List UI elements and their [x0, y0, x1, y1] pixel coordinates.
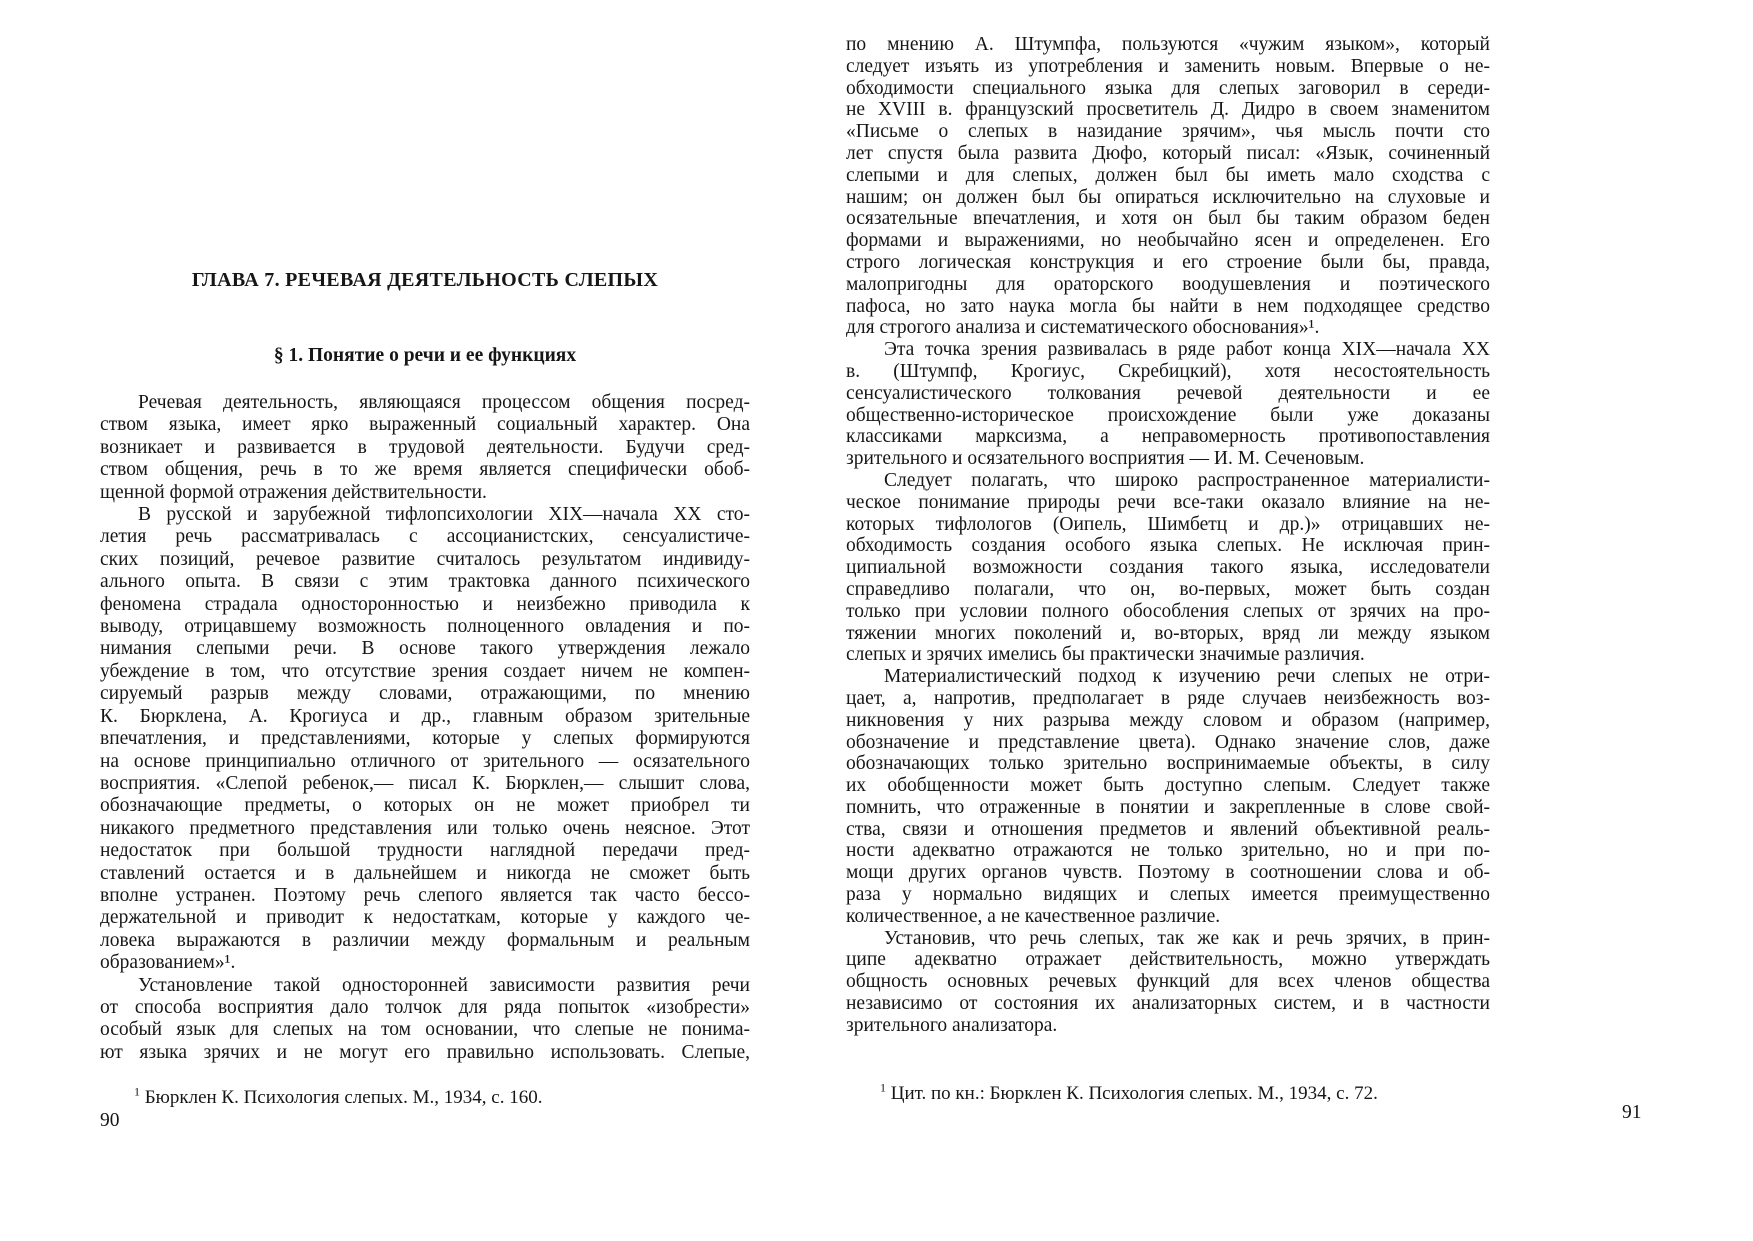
text-line: не XVIII в. французский просветитель Д. Дидро в своем знаменитом — [846, 99, 1490, 121]
text-line: ности адекватно отражаются не только зрительно, но и при по- — [846, 840, 1490, 862]
text-line: которых тифлологов (Оипель, Шимбетц и др.)» отрицавших не- — [846, 513, 1490, 535]
text-line: обозначающие предметы, о которых он не может приобрел ти — [100, 795, 750, 817]
text-line: феномена страдала односторонностью и неизбежно приводила к — [100, 593, 750, 615]
text-line: формами и выражениями, но необычайно ясен и определенен. Его — [846, 230, 1490, 252]
text-line: обходимость создания особого языка слепых. Не исключая прин- — [846, 535, 1490, 557]
text-line: ального опыта. В связи с этим трактовка данного психического — [100, 571, 750, 593]
text-line: количественное, а не качественное различие. — [846, 905, 1221, 927]
text-line: щенной формой отражения действительности. — [100, 481, 487, 503]
text-line: справедливо полагали, что он, во-первых, может быть создан — [846, 578, 1490, 600]
paragraph — [100, 975, 750, 1065]
text-line: обходимости специального языка для слепых заговорил в середи- — [846, 77, 1490, 99]
text-line: пафоса, но зато наука могла бы найти в нем подходящее средство — [846, 295, 1490, 317]
text-line: в. (Штумпф, Крогиус, Скребицкий), хотя несостоятельность — [846, 360, 1490, 382]
text-line: слепыми и для слепых, должен был бы иметь мало сходства с — [846, 164, 1490, 186]
footnote-marker: 1 — [134, 1084, 140, 1099]
text-line: нимания слепыми речи. В основе такого утверждения лежало — [100, 638, 750, 660]
text-line: «Письме о слепых в назидание зрячим», чья мысль почти сто — [846, 121, 1490, 143]
text-line: ют языка зрячих и не могут его правильно использовать. Слепые, — [100, 1041, 750, 1063]
footnote-text: Цит. по кн.: Бюрклен К. Психология слепых. М., 1934, с. 72. — [890, 1083, 1378, 1104]
text-line: осязательные впечатления, и хотя он был бы таким образом беден — [846, 208, 1490, 230]
text-line: слепых и зрячих имелись бы практически значимые различия. — [846, 644, 1365, 666]
text-line: ских позиций, речевое развитие считалось результатом индивиду- — [100, 548, 750, 570]
paragraph — [846, 339, 1490, 470]
text-line: Установление такой односторонней зависимости развития речи — [138, 974, 750, 996]
text-line: классиками марксизма, а неправомерность противопоставления — [846, 426, 1490, 448]
text-line: летия речь рассматривалась с ассоцианистских, сенсуалистиче- — [100, 526, 750, 548]
text-line: убеждение в том, что отсутствие зрения создает ничем не компен- — [100, 660, 750, 682]
text-line: строго логическая конструкция и его строение были бы, правда, — [846, 251, 1490, 273]
text-line: недостаток при большой трудности наглядной передачи пред- — [100, 840, 750, 862]
text-line: от способа восприятия дало толчок для ряда попыток «изобрести» — [100, 996, 750, 1018]
chapter-title: ГЛАВА 7. РЕЧЕВАЯ ДЕЯТЕЛЬНОСТЬ СЛЕПЫХ — [191, 269, 659, 291]
paragraph — [100, 504, 750, 975]
left-page-body-text — [100, 392, 750, 1064]
text-line: по мнению А. Штумпфа, пользуются «чужим языком», который — [846, 34, 1490, 55]
right-page — [846, 34, 1490, 1037]
text-line: В русской и зарубежной тифлопсихологии XIX—начала XX сто- — [138, 504, 750, 526]
text-line: их обобщенности может быть доступно слепым. Следует также — [846, 775, 1490, 797]
paragraph — [846, 470, 1490, 666]
footnote-text: Бюрклен К. Психология слепых. М., 1934, с. 160. — [144, 1087, 543, 1108]
text-line: ческое понимание природы речи все-таки оказало влияние на не- — [846, 491, 1490, 513]
text-line: Речевая деятельность, являющаяся процессом общения посред- — [138, 392, 750, 413]
left-page-number: 90 — [100, 1110, 120, 1131]
text-line: помнить, что отраженные в понятии и закрепленные в слове свой- — [846, 796, 1490, 818]
text-line: мощи других органов чувств. Поэтому в соотношении слова и об- — [846, 862, 1490, 884]
text-line: ством общения, речь в то же время является специфически обоб- — [100, 459, 750, 481]
text-line: Эта точка зрения развивалась в ряде работ конца XIX—начала XX — [884, 339, 1490, 361]
text-line: зрительного анализатора. — [846, 1014, 1058, 1036]
text-line: тяжении многих поколений и, во-вторых, вряд ли между языком — [846, 622, 1490, 644]
text-line: общность основных речевых функций для всех членов общества — [846, 971, 1490, 993]
text-line: образованием»¹. — [100, 952, 236, 974]
text-line: малопригодны для ораторского воодушевления и поэтического — [846, 273, 1490, 295]
text-line: сенсуалистического толкования речевой деятельности и ее — [846, 382, 1490, 404]
text-line: раза у нормально видящих и слепых имеется преимущественно — [846, 884, 1490, 906]
paragraph — [846, 928, 1490, 1037]
text-line: общественно-историческое происхождение были уже доказаны — [846, 404, 1490, 426]
text-line: ципе адекватно отражает действительность, можно утверждать — [846, 949, 1490, 971]
text-line: Следует полагать, что широко распространенное материалисти- — [884, 469, 1490, 491]
text-line: ставлений остается и в дальнейшем и никогда не сможет быть — [100, 862, 750, 884]
paragraph — [846, 666, 1490, 928]
text-line: Материалистический подход к изучению речи слепых не отри- — [884, 666, 1490, 688]
text-line: цает, а, напротив, предполагает в ряде случаев неизбежность воз- — [846, 687, 1490, 709]
text-line: К. Бюрклена, А. Крогиуса и др., главным образом зрительные — [100, 705, 750, 727]
right-page-body-text — [846, 34, 1490, 1037]
text-line: ства, связи и отношения предметов и явлений объективной реаль- — [846, 818, 1490, 840]
text-line: на основе принципиально отличного от зрительного — осязательного — [100, 750, 750, 772]
section-title: § 1. Понятие о речи и ее функциях — [273, 345, 577, 366]
text-line: независимо от состояния их анализаторных систем, и в частности — [846, 993, 1490, 1015]
text-line: восприятия. «Слепой ребенок,— писал К. Бюрклен,— слышит слова, — [100, 772, 750, 794]
right-page-footnote — [846, 1082, 1526, 1105]
left-page-footnote — [100, 1086, 750, 1109]
right-page-number: 91 — [1622, 1102, 1642, 1123]
text-line: ством языка, имеет ярко выраженный социальный характер. Она — [100, 414, 750, 436]
text-line: вполне устранен. Поэтому речь слепого является так часто бессо- — [100, 884, 750, 906]
text-line: никакого предметного представления или только очень неясное. Этот — [100, 817, 750, 839]
footnote-marker: 1 — [880, 1080, 886, 1095]
text-line: ловека выражаются в различии между формальным и реальным — [100, 929, 750, 951]
left-page — [100, 268, 750, 1064]
text-line: никновения у них разрыва между словом и образом (например, — [846, 709, 1490, 731]
text-line: только при условии полного обособления слепых от зрячих на про- — [846, 600, 1490, 622]
text-line: Установив, что речь слепых, так же как и речь зрячих, в прин- — [884, 927, 1490, 949]
text-line: обозначающих только зрительно воспринимаемые объекты, в силу — [846, 753, 1490, 775]
text-line: нашим; он должен был бы опираться исключительно на слуховые и — [846, 186, 1490, 208]
text-line: зрительного и осязательного восприятия — И. М. Сеченовым. — [846, 448, 1365, 470]
paragraph — [846, 34, 1490, 339]
paragraph — [100, 392, 750, 504]
text-line: выводу, отрицавшему возможность полноценного овладения и по- — [100, 616, 750, 638]
text-line: для строгого анализа и систематического обоснования»¹. — [846, 317, 1320, 339]
text-line: держательной и приводит к недостаткам, которые у каждого че- — [100, 907, 750, 929]
text-line: следует изъять из употребления и заменить новым. Впервые о не- — [846, 55, 1490, 77]
text-line: особый язык для слепых на том основании, что слепые не понима- — [100, 1019, 750, 1041]
text-line: возникает и развивается в трудовой деятельности. Будучи сред- — [100, 436, 750, 458]
text-line: лет спустя была развита Дюфо, который писал: «Язык, сочиненный — [846, 142, 1490, 164]
text-line: впечатления, и представлениями, которые у слепых формируются — [100, 728, 750, 750]
text-line: обозначение и представление цвета). Однако значение слов, даже — [846, 731, 1490, 753]
text-line: сируемый разрыв между словами, отражающими, по мнению — [100, 683, 750, 705]
text-line: ципиальной возможности создания такого языка, исследователи — [846, 557, 1490, 579]
